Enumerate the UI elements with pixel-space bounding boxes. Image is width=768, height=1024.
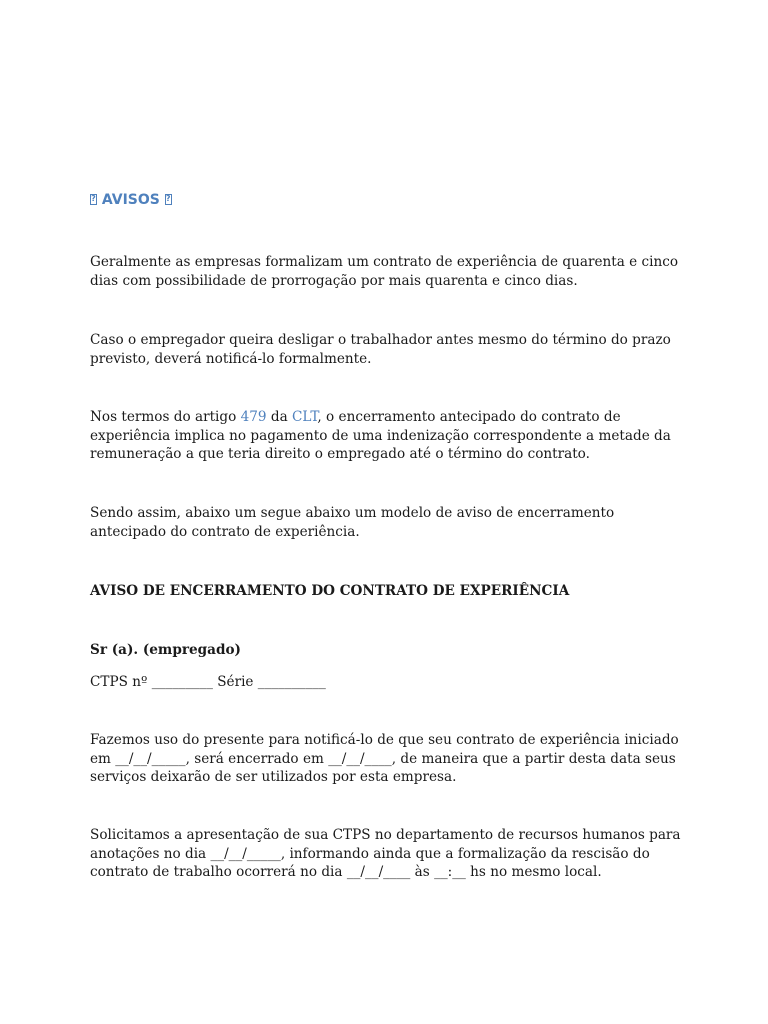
paragraph-intro: Geralmente as empresas formalizam um contrato de experiência de quarenta e cinco dias com possibilidade de prorrogação por mais quarenta e cinco dias. bbox=[90, 254, 679, 289]
section-heading bbox=[90, 190, 172, 210]
clt-link[interactable]: CLT bbox=[292, 409, 318, 425]
notice-body-2: Solicitamos a apresentação de sua CTPS no departamento de recursos humanos para anotações no dia __/__/_____, informando ainda que a formalização da rescisão do contrato de trabalho ocorrerá no dia __/__/____ às __:__ hs no mesmo local. bbox=[90, 827, 681, 880]
missing-glyph-icon bbox=[90, 194, 97, 205]
heading-title: AVISOS bbox=[101, 192, 160, 208]
article-text-before: Nos termos do artigo bbox=[90, 409, 241, 425]
article-text-after: , o encerramento antecipado do contrato de experiência implica no pagamento de uma indenização correspondente a metade da remuneração a que teria direito o empregado até o término do contrato. bbox=[90, 409, 671, 462]
notice-title: AVISO DE ENCERRAMENTO DO CONTRATO DE EXPERIÊNCIA bbox=[90, 583, 570, 599]
paragraph-employer: Caso o empregador queira desligar o trabalhador antes mesmo do término do prazo previsto, deverá notificá-lo formalmente. bbox=[90, 332, 671, 367]
notice-body-1: Fazemos uso do presente para notificá-lo de que seu contrato de experiência iniciado em __/__/_____, será encerrado em __/__/____, de maneira que a partir desta data seus serviços deixarão de ser utilizados por esta empresa. bbox=[90, 732, 679, 785]
paragraph-model: Sendo assim, abaixo um segue abaixo um modelo de aviso de encerramento antecipado do contrato de experiência. bbox=[90, 505, 615, 540]
paragraph-article bbox=[90, 408, 690, 464]
article-text-middle: da bbox=[266, 409, 292, 425]
notice-addressee: Sr (a). (empregado) bbox=[90, 642, 241, 658]
ctps-line: CTPS nº _________ Série __________ bbox=[90, 674, 326, 690]
article-479-link[interactable]: 479 bbox=[240, 409, 267, 425]
missing-glyph-icon bbox=[165, 194, 172, 205]
